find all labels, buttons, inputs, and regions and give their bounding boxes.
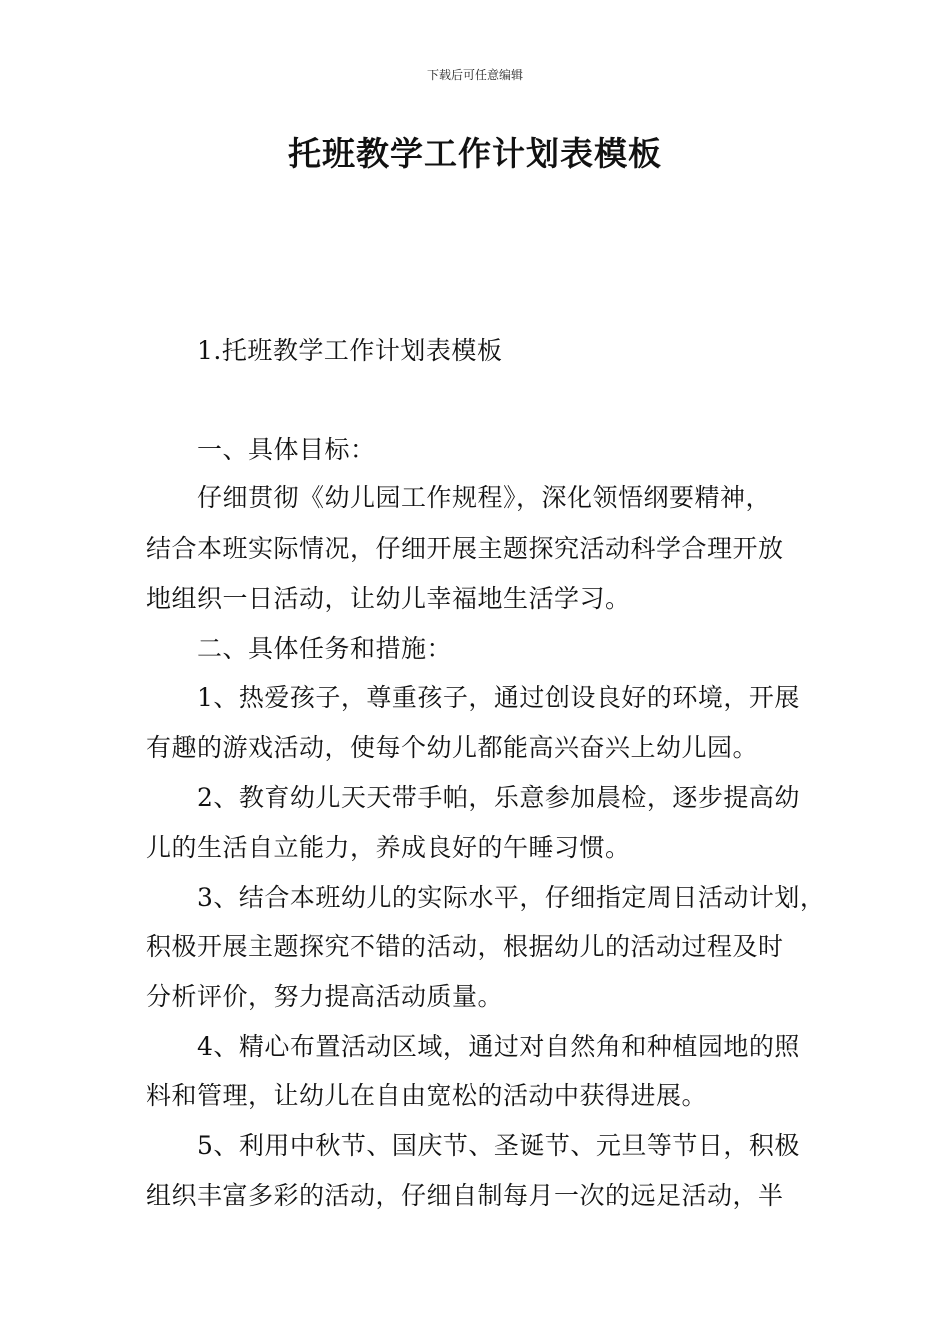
section-heading: 1.托班教学工作计划表模板 xyxy=(197,336,503,365)
goals-paragraph-line: 地组织一日活动，让幼儿幸福地生活学习。 xyxy=(146,584,631,613)
goals-heading: 一、具体目标： xyxy=(197,435,376,464)
task-item-2-line: 2、教育幼儿天天带手帕，乐意参加晨检，逐步提高幼 xyxy=(197,783,800,812)
task-item-4-line: 料和管理，让幼儿在自由宽松的活动中获得进展。 xyxy=(146,1081,708,1110)
task-item-2-line: 儿的生活自立能力，养成良好的午睡习惯。 xyxy=(146,833,631,862)
goals-paragraph-line: 结合本班实际情况，仔细开展主题探究活动科学合理开放 xyxy=(146,534,784,563)
task-item-3-line: 积极开展主题探究不错的活动，根据幼儿的活动过程及时 xyxy=(146,932,784,961)
task-item-3-line: 3、结合本班幼儿的实际水平，仔细指定周日活动计划， xyxy=(197,883,826,912)
header-note: 下载后可任意编辑 xyxy=(426,68,523,82)
task-item-5-line: 5、利用中秋节、国庆节、圣诞节、元旦等节日，积极 xyxy=(197,1131,800,1160)
task-item-1-line: 1、热爱孩子，尊重孩子，通过创设良好的环境，开展 xyxy=(197,683,800,712)
task-item-1-line: 有趣的游戏活动，使每个幼儿都能高兴奋兴上幼儿园。 xyxy=(146,733,759,762)
task-item-4-line: 4、精心布置活动区域，通过对自然角和种植园地的照 xyxy=(197,1032,800,1061)
task-item-5-line: 组织丰富多彩的活动，仔细自制每月一次的远足活动，半 xyxy=(146,1181,784,1210)
tasks-heading: 二、具体任务和措施： xyxy=(197,634,453,663)
document-title: 托班教学工作计划表模板 xyxy=(288,134,662,173)
task-item-3-line: 分析评价，努力提高活动质量。 xyxy=(146,982,504,1011)
goals-paragraph-line: 仔细贯彻《幼儿园工作规程》，深化领悟纲要精神， xyxy=(197,483,772,512)
